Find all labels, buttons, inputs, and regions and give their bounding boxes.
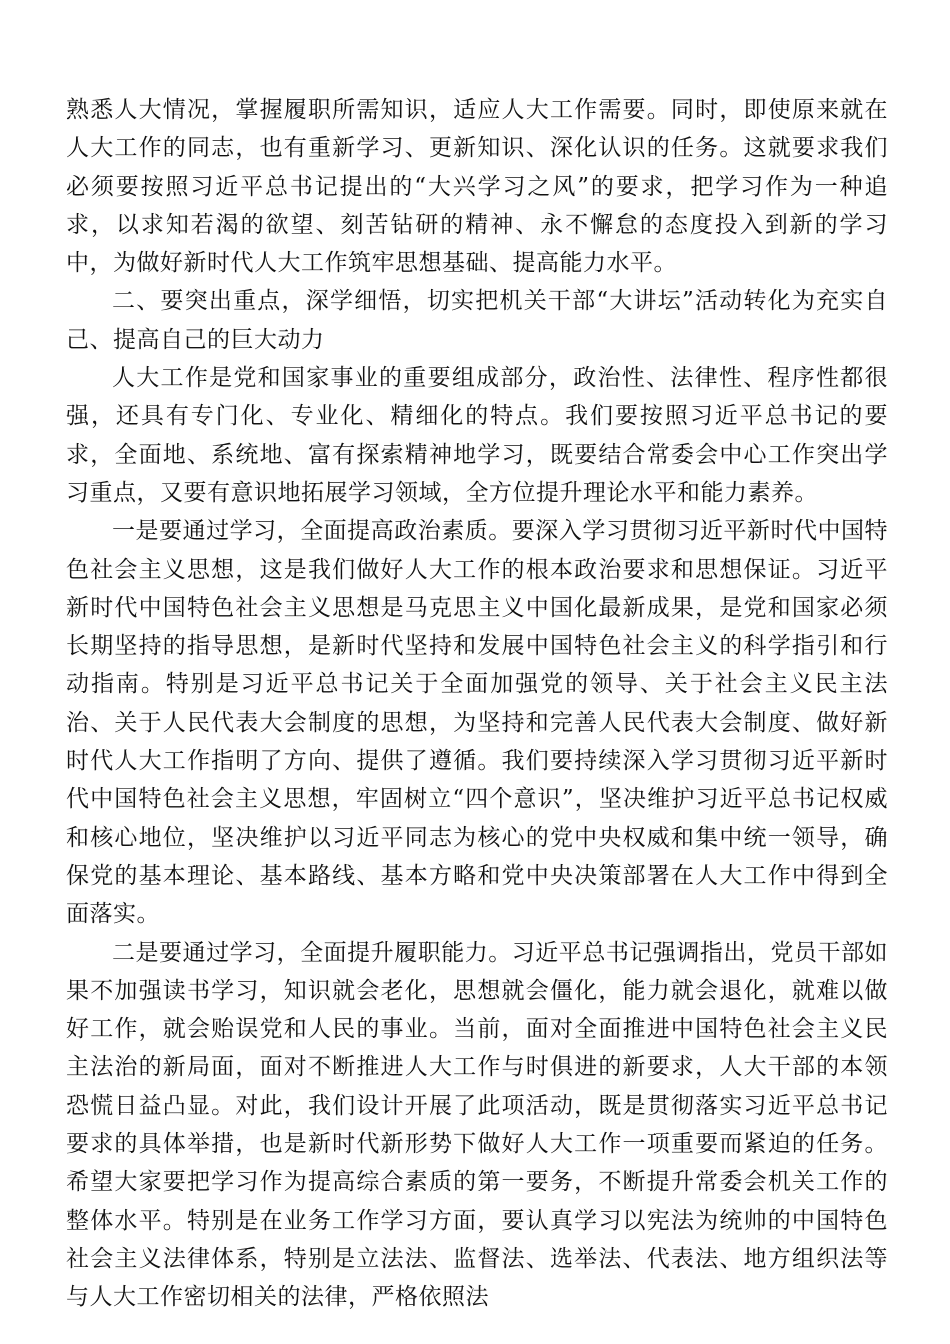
paragraph: 人大工作是党和国家事业的重要组成部分，政治性、法律性、程序性都很强，还具有专门化、专业化、精细化的特点。我们要按照习近平总书记的要求，全面地、系统地、富有探索精神地学习，既要结合常委会中心工作突出学习重点，又要有意识地拓展学习领域，全方位提升理论水平和能力素养。 — [66, 365, 888, 506]
paragraph: 二是要通过学习，全面提升履职能力。习近平总书记强调指出，党员干部如果不加强读书学习，知识就会老化，思想就会僵化，能力就会退化，就难以做好工作，就会贻误党和人民的事业。当前，面对全面推进中国特色社会主义民主法治的新局面，面对不断推进人大工作与时俱进的新要求，人大干部的本领恐慌日益凸显。对此，我们设计开展了此项活动，既是贯彻落实习近平总书记要求的具体举措，也是新时代新形势下做好人大工作一项重要而紧迫的任务。希望大家要把学习作为提高综合素质的第一要务，不断提升常委会机关工作的整体水平。特别是在业务工作学习方面，要认真学习以宪法为统帅的中国特色社会主义法律体系，特别是立法法、监督法、选举法、代表法、地方组织法等与人大工作密切相关的法律，严格依照法 — [66, 939, 888, 1311]
paragraph: 一是要通过学习，全面提高政治素质。要深入学习贯彻习近平新时代中国特色社会主义思想，这是我们做好人大工作的根本政治要求和思想保证。习近平新时代中国特色社会主义思想是马克思主义中国化最新成果，是党和国家必须长期坚持的指导思想，是新时代坚持和发展中国特色社会主义的科学指引和行动指南。特别是习近平总书记关于全面加强党的领导、关于社会主义民主法治、关于人民代表大会制度的思想，为坚持和完善人民代表大会制度、做好新时代人大工作指明了方向、提供了遵循。我们要持续深入学习贯彻习近平新时代中国特色社会主义思想，牢固树立“四个意识”，坚决维护习近平总书记权威和核心地位，坚决维护以习近平同志为核心的党中央权威和集中统一领导，确保党的基本理论、基本路线、基本方略和党中央决策部署在人大工作中得到全面落实。 — [66, 518, 888, 928]
section-heading: 二、要突出重点，深学细悟，切实把机关干部“大讲坛”活动转化为充实自己、提高自己的巨大动力 — [66, 288, 888, 353]
document-body — [66, 91, 888, 1317]
paragraph-continued: 熟悉人大情况，掌握履职所需知识，适应人大工作需要。同时，即使原来就在人大工作的同志，也有重新学习、更新知识、深化认识的任务。这就要求我们必须要按照习近平总书记提出的“大兴学习之风”的要求，把学习作为一种追求，以求知若渴的欲望、刻苦钻研的精神、永不懈怠的态度投入到新的学习中，为做好新时代人大工作筑牢思想基础、提高能力水平。 — [66, 97, 888, 277]
